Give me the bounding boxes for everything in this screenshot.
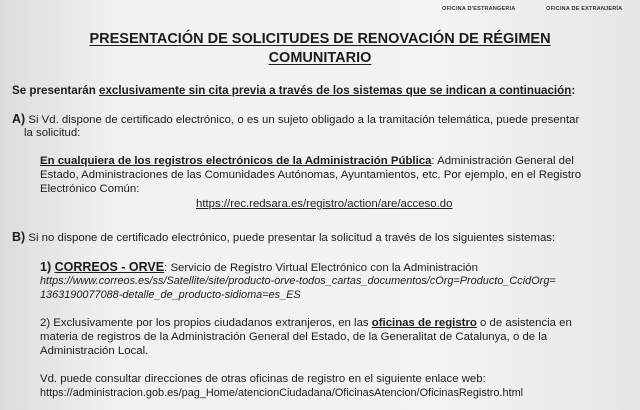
intro-paragraph [12,84,575,98]
item-2-post: o de asistencia en [476,317,572,329]
section-a-line-1 [12,112,579,127]
registry-title: En cualquiera de los registros electrónicos de la Administración Pública [40,155,432,167]
correos-orve-link-line-2[interactable]: 1363190077088-detalle_de_producto-sidioma=es_ES [40,289,301,301]
registro-electronico-link[interactable]: https://rec.redsara.es/registro/action/are/acceso.do [196,198,453,210]
item-2-line-1 [40,316,572,330]
item-1-title: CORREOS - ORVE [54,260,165,274]
registry-paragraph-line-1 [40,154,574,168]
section-a-letter: A) [12,112,26,126]
oficinas-de-registro-link[interactable]: oficinas de registro [371,317,477,329]
section-a-line-2: la solicitud: [24,127,81,139]
title-line-2: COMUNITARIO [268,50,372,66]
section-b-letter: B) [12,230,26,244]
section-b-line-1 [12,230,555,245]
registry-line-1-rest: : Administración General del [431,155,574,167]
registry-paragraph-line-3: Electrónico Común: [40,183,140,195]
document-title [40,30,600,68]
item-1-rest: : Servicio de Registro Virtual Electrónico con la Administración [164,262,478,274]
item-1-line [40,260,478,275]
header-office-tag-spanish: OFICINA DE EXTRANJERÍA [546,6,623,12]
oficinas-registro-url-link[interactable]: https://administracion.gob.es/pag_Home/atencionCiudadana/OficinasAtencion/OficinasRegistro.html [40,387,524,399]
item-2-line-2: materia de registros de la Administración General del Estado, de la Generalitat de Catalunya, o de la [40,331,548,343]
section-b-text: Si no dispone de certificado electrónico, puede presentar la solicitud a través de los siguientes sistemas: [25,232,556,244]
intro-post: : [571,84,576,97]
item-2-pre: 2) Exclusivamente por los propios ciudadanos extranjeros, en las [40,317,372,329]
registry-paragraph-line-2: Estado, Administraciones de las Comunidades Autónomas, Ayuntamientos, etc. Por ejemplo, en el Registro [40,169,582,181]
consult-line: Vd. puede consultar direcciones de otras oficinas de registro en el siguiente enlace web: [40,373,486,385]
intro-emphasis: exclusivamente sin cita previa a través de los sistemas que se indican a continuación [99,84,572,97]
section-a-text: Si Vd. dispone de certificado electrónico, o es un sujeto obligado a la tramitación telemática, puede presentar [25,114,580,126]
item-2-line-3: Administración Local. [40,345,149,357]
intro-pre: Se presentarán [12,84,99,97]
header-office-tag-catalan: OFICINA D'ESTRANGERIA [442,6,516,12]
item-1-number: 1) [40,260,55,274]
title-line-1: PRESENTACIÓN DE SOLICITUDES DE RENOVACIÓN DE RÉGIMEN [89,31,551,47]
correos-orve-link-line-1[interactable]: https://www.correos.es/ss/Satellite/site/producto-orve-todos_cartas_documentos/cOrg=Producto_CcidOrg= [40,275,556,287]
